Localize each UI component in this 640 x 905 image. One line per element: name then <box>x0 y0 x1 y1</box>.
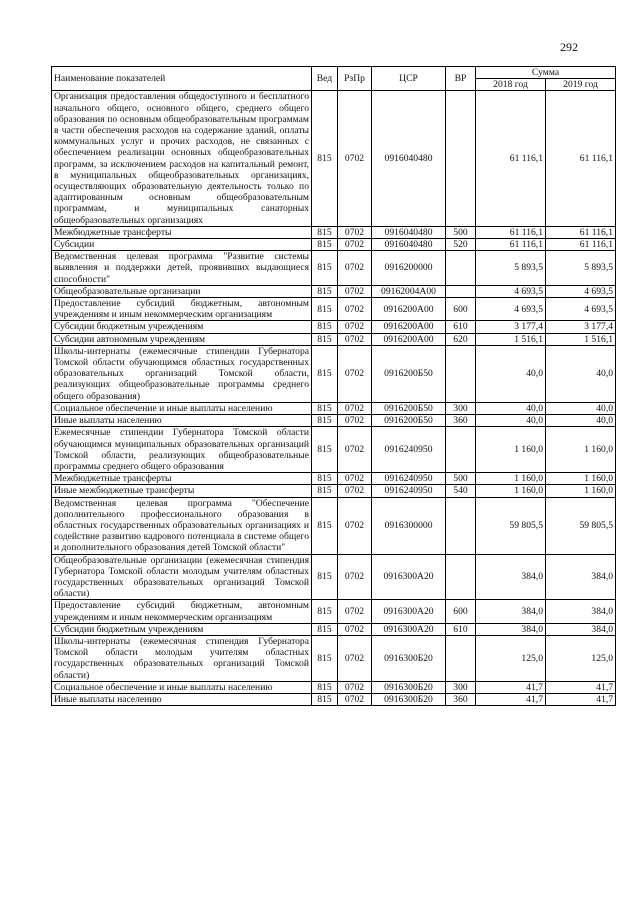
cell-2018: 384,0 <box>476 554 546 600</box>
table-row <box>52 285 616 297</box>
cell-vr: 360 <box>446 415 476 427</box>
cell-ved: 815 <box>312 345 338 402</box>
cell-csr: 0916040480 <box>372 226 446 238</box>
cell-csr: 0916240950 <box>372 473 446 485</box>
cell-name: Предоставление субсидий бюджетным, автономным учреждениям и иным некоммерческим организациям <box>52 600 312 623</box>
cell-vr <box>446 251 476 286</box>
cell-csr: 0916300А20 <box>372 623 446 635</box>
cell-ved: 815 <box>312 681 338 693</box>
cell-vr: 600 <box>446 298 476 321</box>
cell-rzpr: 0702 <box>338 345 372 402</box>
cell-ved: 815 <box>312 473 338 485</box>
cell-2018: 384,0 <box>476 600 546 623</box>
table-row <box>52 321 616 333</box>
cell-vr: 620 <box>446 333 476 345</box>
cell-csr: 0916200А00 <box>372 321 446 333</box>
header-2019: 2019 год <box>546 79 616 91</box>
cell-name: Школы-интернаты (ежемесячные стипендии Губернатора Томской области обучающимся областных государственных образовательных организаций Томской области, реализующих общеобразовательные программы среднего общего образования) <box>52 345 312 402</box>
table-row <box>52 600 616 623</box>
cell-rzpr: 0702 <box>338 473 372 485</box>
cell-ved: 815 <box>312 427 338 473</box>
cell-rzpr: 0702 <box>338 402 372 414</box>
table-row <box>52 239 616 251</box>
budget-table <box>51 66 616 706</box>
cell-vr: 610 <box>446 623 476 635</box>
table-row <box>52 473 616 485</box>
cell-name: Ежемесячные стипендии Губернатора Томской области обучающимся муниципальных образовательных организаций Томской области, реализующих общеобразовательные программы среднего общего образования <box>52 427 312 473</box>
cell-2018: 384,0 <box>476 623 546 635</box>
cell-2018: 4 693,5 <box>476 285 546 297</box>
cell-ved: 815 <box>312 91 338 226</box>
table-row <box>52 345 616 402</box>
cell-rzpr: 0702 <box>338 681 372 693</box>
cell-name: Общеобразовательные организации <box>52 285 312 297</box>
cell-2018: 40,0 <box>476 345 546 402</box>
header-rzpr: РзПр <box>338 67 372 91</box>
cell-csr: 0916200А00 <box>372 298 446 321</box>
cell-ved: 815 <box>312 402 338 414</box>
cell-rzpr: 0702 <box>338 91 372 226</box>
cell-2019: 384,0 <box>546 554 616 600</box>
cell-csr: 09162004А00 <box>372 285 446 297</box>
cell-ved: 815 <box>312 239 338 251</box>
cell-2018: 61 116,1 <box>476 91 546 226</box>
cell-rzpr: 0702 <box>338 415 372 427</box>
cell-ved: 815 <box>312 623 338 635</box>
cell-2018: 59 805,5 <box>476 497 546 554</box>
page-number: 292 <box>560 40 578 54</box>
cell-ved: 815 <box>312 226 338 238</box>
cell-ved: 815 <box>312 485 338 497</box>
cell-name: Субсидии автономным учреждениям <box>52 333 312 345</box>
cell-name: Социальное обеспечение и иные выплаты населению <box>52 402 312 414</box>
cell-vr <box>446 285 476 297</box>
cell-rzpr: 0702 <box>338 333 372 345</box>
header-name: Наименование показателей <box>52 67 312 91</box>
cell-2019: 4 693,5 <box>546 285 616 297</box>
cell-2019: 384,0 <box>546 600 616 623</box>
cell-ved: 815 <box>312 298 338 321</box>
cell-name: Субсидии бюджетным учреждениям <box>52 623 312 635</box>
cell-vr <box>446 345 476 402</box>
cell-rzpr: 0702 <box>338 285 372 297</box>
table-row <box>52 251 616 286</box>
cell-name: Организация предоставления общедоступного и бесплатного начального общего, основного общего, среднего общего образования по основным общеобразовательным программам в части обеспечения расходов на содержание зданий, оплаты коммунальных услуг и прочих расходов, не связанных с обеспечением реализации основных общеобразовательных программ, за исключением расходов на капитальный ремонт, в муниципальных общеобразовательных организациях, осуществляющих образовательную деятельность только по адаптированным основным общеобразовательным программам, и муниципальных санаторных общеобразовательных организациях <box>52 91 312 226</box>
cell-name: Предоставление субсидий бюджетным, автономным учреждениям и иным некоммерческим организациям <box>52 298 312 321</box>
cell-vr: 540 <box>446 485 476 497</box>
cell-ved: 815 <box>312 321 338 333</box>
cell-vr <box>446 497 476 554</box>
cell-2018: 1 160,0 <box>476 473 546 485</box>
cell-csr: 0916040480 <box>372 239 446 251</box>
cell-vr: 300 <box>446 402 476 414</box>
header-vr: ВР <box>446 67 476 91</box>
cell-2019: 40,0 <box>546 345 616 402</box>
cell-csr: 0916200Б50 <box>372 345 446 402</box>
cell-csr: 0916300Б20 <box>372 693 446 705</box>
cell-rzpr: 0702 <box>338 485 372 497</box>
cell-csr: 0916300000 <box>372 497 446 554</box>
table-row <box>52 333 616 345</box>
cell-rzpr: 0702 <box>338 554 372 600</box>
cell-rzpr: 0702 <box>338 497 372 554</box>
table-row <box>52 554 616 600</box>
cell-2019: 61 116,1 <box>546 226 616 238</box>
cell-2019: 125,0 <box>546 635 616 681</box>
cell-2018: 41,7 <box>476 681 546 693</box>
cell-2018: 5 893,5 <box>476 251 546 286</box>
cell-csr: 0916200Б50 <box>372 415 446 427</box>
cell-vr: 520 <box>446 239 476 251</box>
cell-ved: 815 <box>312 285 338 297</box>
cell-2018: 40,0 <box>476 415 546 427</box>
cell-2019: 1 160,0 <box>546 473 616 485</box>
cell-name: Ведомственная целевая программа "Развитие системы выявления и поддержки детей, проявивших выдающиеся способности" <box>52 251 312 286</box>
cell-name: Межбюджетные трансферты <box>52 473 312 485</box>
cell-vr <box>446 554 476 600</box>
table-row <box>52 427 616 473</box>
cell-ved: 815 <box>312 554 338 600</box>
table-row <box>52 497 616 554</box>
cell-vr: 360 <box>446 693 476 705</box>
cell-2019: 3 177,4 <box>546 321 616 333</box>
header-sum: Сумма <box>476 67 616 79</box>
cell-csr: 0916240950 <box>372 427 446 473</box>
cell-name: Иные выплаты населению <box>52 415 312 427</box>
cell-name: Иные межбюджетные трансферты <box>52 485 312 497</box>
cell-2019: 41,7 <box>546 681 616 693</box>
cell-name: Иные выплаты населению <box>52 693 312 705</box>
cell-name: Школы-интернаты (ежемесячная стипендия Губернатора Томской области молодым учителям областных государственных образовательных организаций Томской области) <box>52 635 312 681</box>
cell-ved: 815 <box>312 251 338 286</box>
cell-2019: 4 693,5 <box>546 298 616 321</box>
cell-ved: 815 <box>312 600 338 623</box>
cell-2018: 1 160,0 <box>476 485 546 497</box>
cell-csr: 0916240950 <box>372 485 446 497</box>
cell-2018: 4 693,5 <box>476 298 546 321</box>
cell-vr: 500 <box>446 473 476 485</box>
cell-csr: 0916200Б50 <box>372 402 446 414</box>
table-row <box>52 623 616 635</box>
cell-2019: 5 893,5 <box>546 251 616 286</box>
cell-rzpr: 0702 <box>338 693 372 705</box>
cell-rzpr: 0702 <box>338 427 372 473</box>
table-body <box>52 91 616 706</box>
cell-2019: 1 516,1 <box>546 333 616 345</box>
table-row <box>52 681 616 693</box>
header-csr: ЦСР <box>372 67 446 91</box>
cell-vr: 600 <box>446 600 476 623</box>
cell-rzpr: 0702 <box>338 623 372 635</box>
cell-2018: 125,0 <box>476 635 546 681</box>
cell-name: Ведомственная целевая программа "Обеспечение дополнительного профессионального образования в областных государственных образовательных организациях и содействие развитию кадрового потенциала в системе общего и дополнительного образования детей Томской области" <box>52 497 312 554</box>
cell-csr: 0916200А00 <box>372 333 446 345</box>
cell-2018: 40,0 <box>476 402 546 414</box>
cell-2018: 1 160,0 <box>476 427 546 473</box>
cell-csr: 0916300Б20 <box>372 681 446 693</box>
cell-csr: 0916040480 <box>372 91 446 226</box>
cell-csr: 0916300Б20 <box>372 635 446 681</box>
cell-2018: 3 177,4 <box>476 321 546 333</box>
header-2018: 2018 год <box>476 79 546 91</box>
cell-2018: 61 116,1 <box>476 239 546 251</box>
cell-ved: 815 <box>312 497 338 554</box>
cell-2019: 1 160,0 <box>546 427 616 473</box>
cell-ved: 815 <box>312 415 338 427</box>
cell-csr: 0916300А20 <box>372 554 446 600</box>
cell-csr: 0916300А20 <box>372 600 446 623</box>
cell-2019: 61 116,1 <box>546 91 616 226</box>
cell-2018: 1 516,1 <box>476 333 546 345</box>
cell-vr: 500 <box>446 226 476 238</box>
cell-rzpr: 0702 <box>338 226 372 238</box>
cell-rzpr: 0702 <box>338 600 372 623</box>
cell-2019: 61 116,1 <box>546 239 616 251</box>
cell-vr: 300 <box>446 681 476 693</box>
cell-2018: 41,7 <box>476 693 546 705</box>
table-row <box>52 485 616 497</box>
cell-rzpr: 0702 <box>338 298 372 321</box>
cell-name: Субсидии <box>52 239 312 251</box>
cell-2019: 59 805,5 <box>546 497 616 554</box>
table-row <box>52 298 616 321</box>
cell-2018: 61 116,1 <box>476 226 546 238</box>
cell-2019: 40,0 <box>546 402 616 414</box>
table-row <box>52 91 616 226</box>
cell-rzpr: 0702 <box>338 239 372 251</box>
cell-name: Социальное обеспечение и иные выплаты населению <box>52 681 312 693</box>
cell-rzpr: 0702 <box>338 251 372 286</box>
table-row <box>52 226 616 238</box>
cell-2019: 384,0 <box>546 623 616 635</box>
cell-ved: 815 <box>312 635 338 681</box>
cell-vr <box>446 635 476 681</box>
table-row <box>52 415 616 427</box>
cell-rzpr: 0702 <box>338 635 372 681</box>
cell-vr <box>446 427 476 473</box>
table-row <box>52 693 616 705</box>
cell-vr: 610 <box>446 321 476 333</box>
cell-rzpr: 0702 <box>338 321 372 333</box>
cell-vr <box>446 91 476 226</box>
cell-name: Межбюджетные трансферты <box>52 226 312 238</box>
header-ved: Вед <box>312 67 338 91</box>
cell-2019: 1 160,0 <box>546 485 616 497</box>
cell-name: Субсидии бюджетным учреждениям <box>52 321 312 333</box>
table-row <box>52 402 616 414</box>
cell-2019: 41,7 <box>546 693 616 705</box>
cell-ved: 815 <box>312 333 338 345</box>
cell-name: Общеобразовательные организации (ежемесячная стипендия Губернатора Томской области молодым учителям областных государственных образовательных организаций Томской области) <box>52 554 312 600</box>
table-header <box>52 67 616 91</box>
cell-2019: 40,0 <box>546 415 616 427</box>
table-row <box>52 635 616 681</box>
cell-csr: 0916200000 <box>372 251 446 286</box>
cell-ved: 815 <box>312 693 338 705</box>
